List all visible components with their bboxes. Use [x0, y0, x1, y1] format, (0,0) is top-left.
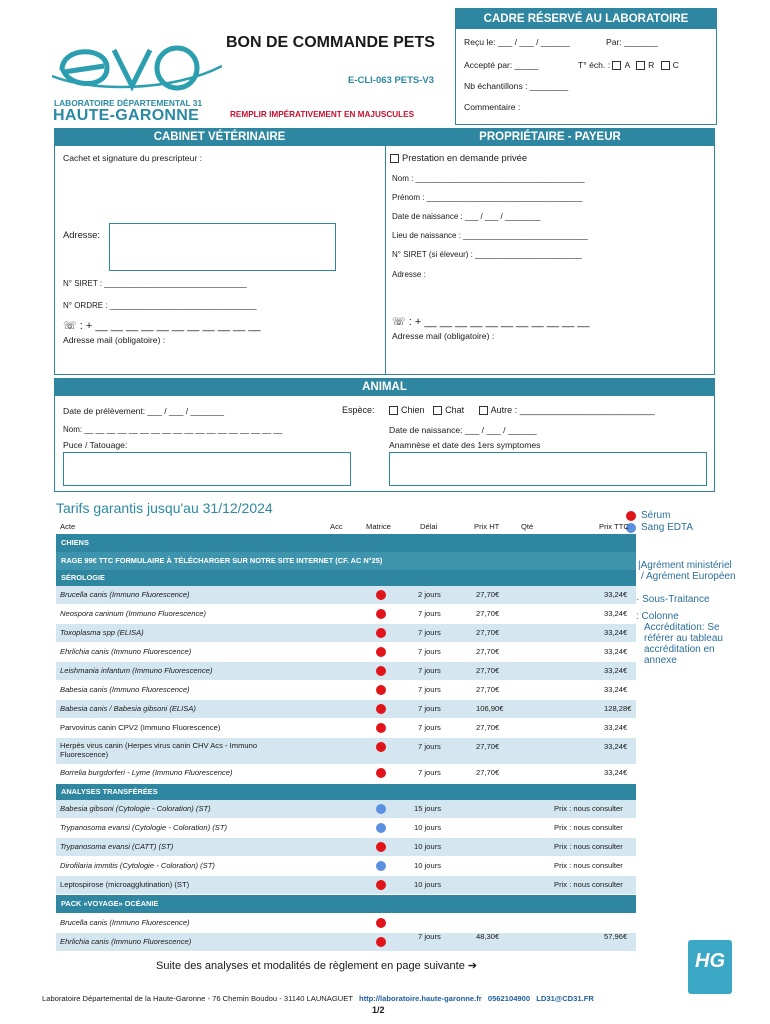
- org-line1: LABORATOIRE DÉPARTEMENTAL 31: [54, 98, 203, 108]
- opt-a-label: A: [624, 60, 630, 70]
- section-rage: [56, 552, 636, 570]
- sang-dot-icon: [376, 823, 386, 833]
- row-prix-ttc: 33,24€: [604, 628, 628, 637]
- lab-recu[interactable]: Reçu le: ___ / ___ / ______: [464, 37, 570, 47]
- proprio-box: [385, 128, 715, 375]
- table-row: [56, 624, 636, 642]
- row-delai: 15 jours: [414, 804, 442, 813]
- animal-naissance[interactable]: Date de naissance: ___ / ___ / ______: [389, 425, 537, 435]
- legend-agrement1: |Agrément ministériel: [638, 560, 732, 571]
- col-acte: Acte: [60, 522, 76, 531]
- cabinet-siret[interactable]: N° SIRET : ________________________________: [63, 279, 247, 288]
- lab-par[interactable]: Par: _______: [606, 37, 658, 47]
- proprio-title: PROPRIÉTAIRE - PAYEUR: [385, 128, 715, 146]
- table-row: [56, 764, 636, 782]
- section-transferees-label: ANALYSES TRANSFÉRÉES: [61, 787, 158, 796]
- sang-dot-icon: [376, 861, 386, 871]
- section-pack: [56, 895, 636, 913]
- autre-checkbox[interactable]: [479, 406, 488, 415]
- logo: [52, 36, 222, 126]
- hg-logo-text: HG: [695, 950, 725, 972]
- pack-ht: 48,30€: [476, 932, 500, 941]
- cabinet-title: CABINET VÉTÉRINAIRE: [54, 128, 385, 146]
- espece-label: Espèce:: [342, 405, 375, 415]
- cabinet-mail[interactable]: Adresse mail (obligatoire) :: [63, 335, 166, 345]
- privee-checkbox[interactable]: [390, 154, 399, 163]
- privee-label: Prestation en demande privée: [402, 152, 528, 163]
- section-serologie-label: SÉROLOGIE: [61, 573, 105, 582]
- cabinet-cachet: Cachet et signature du prescripteur :: [63, 153, 203, 163]
- row-acte: Trypanosoma evansi (CATT) (ST): [60, 842, 174, 851]
- col-prix-ttc: Prix TTC: [599, 522, 629, 531]
- puce-field[interactable]: [63, 452, 351, 486]
- col-delai: Délai: [420, 522, 438, 531]
- row-prix-ttc: 33,24€: [604, 685, 628, 694]
- row-prix-ttc: 33,24€: [604, 609, 628, 618]
- lab-title: CADRE RÉSERVÉ AU LABORATOIRE: [456, 9, 716, 29]
- animal-box: [54, 378, 715, 492]
- serum-dot-icon: [376, 723, 386, 733]
- table-row: [56, 586, 636, 604]
- page-number: 1/2: [372, 1005, 385, 1015]
- serum-dot-icon: [376, 918, 386, 928]
- section-transferees: [56, 784, 636, 800]
- row-prix-ht: 27,70€: [476, 666, 500, 675]
- serum-dot-icon: [376, 666, 386, 676]
- footer-line: [42, 994, 594, 1003]
- table-row: [56, 643, 636, 661]
- proprio-naissance[interactable]: Date de naissance : ___ / ___ / ________: [392, 212, 541, 221]
- row-prix: Prix : nous consulter: [554, 842, 623, 851]
- row-acte: Borrelia burgdorferi - Lyme (Immuno Fluorescence): [60, 768, 233, 777]
- section-pack-label: PACK «VOYAGE» OCÉANIE: [61, 899, 159, 908]
- lab-nb[interactable]: Nb échantillons : ________: [464, 81, 569, 91]
- row-delai: 7 jours: [418, 704, 441, 713]
- section-rage-label: RAGE 99€ TTC FORMULAIRE À TÉLÉCHARGER SUR NOTRE SITE INTERNET (CF. AC N°25): [61, 556, 383, 565]
- row-prix-ttc: 33,24€: [604, 666, 628, 675]
- pack-row2-acte: Ehrlichia canis (Immuno Fluorescence): [60, 937, 192, 946]
- table-row: [56, 662, 636, 680]
- serum-dot-icon: [376, 768, 386, 778]
- sang-label: Sang EDTA: [641, 522, 694, 533]
- row-delai: 10 jours: [414, 823, 442, 832]
- legend-col5: annexe: [644, 655, 677, 666]
- row-delai: 10 jours: [414, 842, 442, 851]
- cabinet-phone[interactable]: ☏ : + __ __ __ __ __ __ __ __ __ __ __: [63, 320, 261, 332]
- row-acte: Parvovirus canin CPV2 (Immuno Fluorescence): [60, 723, 221, 732]
- row-delai: 7 jours: [418, 768, 441, 777]
- proprio-privee: [390, 152, 527, 163]
- row-acte: Brucella canis (Immuno Fluorescence): [60, 590, 190, 599]
- row-acte: Toxoplasma spp (ELISA): [60, 628, 144, 637]
- footer-address: Laboratoire Départemental de la Haute-Garonne - 76 Chemin Boudou - 31140 LAUNAGUET: [42, 994, 353, 1003]
- serum-label: Sérum: [641, 510, 671, 521]
- suite-link[interactable]: Suite des analyses et modalités de règlement en page suivante ➔: [156, 960, 478, 972]
- row-acte: Ehrlichia canis (Immuno Fluorescence): [60, 647, 192, 656]
- cabinet-adresse-field[interactable]: [109, 223, 336, 271]
- proprio-adresse[interactable]: Adresse :: [392, 270, 426, 279]
- eva-logo-icon: [52, 36, 222, 98]
- legend-agrement2: / Agrément Européen: [641, 571, 736, 582]
- row-prix-ht: 27,70€: [476, 647, 500, 656]
- row-prix-ttc: 33,24€: [604, 742, 628, 751]
- row-acte: Dirofilaria immitis (Cytologie - Coloration) (ST): [60, 861, 215, 870]
- proprio-phone[interactable]: ☏ : + __ __ __ __ __ __ __ __ __ __ __: [392, 316, 590, 328]
- row-delai: 7 jours: [418, 742, 441, 751]
- animal-puce: Puce / Tatouage:: [63, 440, 128, 450]
- hg-logo: [688, 940, 732, 994]
- row-acte: Babesia canis / Babesia gibsoni (ELISA): [60, 704, 196, 713]
- cabinet-ordre[interactable]: N° ORDRE : _________________________________: [63, 301, 257, 310]
- pack-delai: 7 jours: [418, 932, 441, 941]
- table-row: [56, 857, 636, 875]
- cabinet-box: [54, 128, 385, 375]
- instruction: REMPLIR IMPÉRATIVEMENT EN MAJUSCULES: [230, 110, 415, 119]
- table-row: [56, 681, 636, 699]
- opt-c-label: C: [672, 60, 679, 70]
- page-title: BON DE COMMANDE PETS: [226, 34, 435, 51]
- pack-row1-acte: Brucella canis (Immuno Fluorescence): [60, 918, 190, 927]
- lab-box: [455, 8, 717, 125]
- section-serologie: [56, 570, 636, 586]
- tarifs-title: Tarifs garantis jusqu'au 31/12/2024: [56, 500, 273, 516]
- legend-col2: Accréditation: Se: [644, 622, 720, 633]
- row-prix-ttc: 33,24€: [604, 723, 628, 732]
- row-prix-ht: 27,70€: [476, 628, 500, 637]
- chien-label: Chien: [401, 405, 425, 415]
- table-row: [56, 605, 636, 623]
- row-prix: Prix : nous consulter: [554, 823, 623, 832]
- serum-dot-icon: [376, 685, 386, 695]
- chat-label: Chat: [445, 405, 465, 415]
- table-row: [56, 914, 636, 932]
- section-chiens-label: CHIENS: [61, 538, 89, 547]
- row-prix: Prix : nous consulter: [554, 880, 623, 889]
- lab-commentaire[interactable]: Commentaire :: [464, 102, 521, 112]
- row-prix-ht: 27,70€: [476, 723, 500, 732]
- org-line2: HAUTE-GARONNE: [53, 107, 200, 124]
- row-acte: Leptospirose (microagglutination) (ST): [60, 880, 190, 889]
- row-prix-ht: 27,70€: [476, 742, 500, 751]
- animal-title: ANIMAL: [54, 378, 715, 396]
- legend-col4: accréditation en: [644, 644, 715, 655]
- table-row: [56, 800, 636, 818]
- row-delai: 7 jours: [418, 685, 441, 694]
- col-qte: Qté: [521, 522, 534, 531]
- row-prix: Prix : nous consulter: [554, 861, 623, 870]
- lab-temp: [578, 60, 679, 70]
- proprio-lieu[interactable]: Lieu de naissance : ____________________________: [392, 231, 588, 240]
- serum-dot-icon: [376, 590, 386, 600]
- pack-ttc: 57,96€: [604, 932, 628, 941]
- row-delai: 7 jours: [418, 666, 441, 675]
- serum-dot-icon: [376, 704, 386, 714]
- row-prix-ht: 27,70€: [476, 609, 500, 618]
- animal-espece: [342, 405, 655, 415]
- table-row: [56, 719, 636, 737]
- serum-dot-icon: [376, 842, 386, 852]
- col-matrice: Matrice: [366, 522, 391, 531]
- legend-col3: référer au tableau: [644, 633, 723, 644]
- footer-email[interactable]: LD31@CD31.FR: [536, 994, 594, 1003]
- table-row: [56, 700, 636, 718]
- checkbox-c[interactable]: [661, 61, 670, 70]
- anamnese-field[interactable]: [389, 452, 707, 486]
- legend-st: · Sous-Traitance: [636, 594, 710, 605]
- proprio-mail[interactable]: Adresse mail (obligatoire) :: [392, 331, 495, 341]
- proprio-nom[interactable]: Nom : ______________________________________: [392, 174, 585, 183]
- animal-prelev[interactable]: Date de prélèvement: ___ / ___ / _______: [63, 406, 225, 416]
- row-delai: 10 jours: [414, 880, 442, 889]
- footer-url[interactable]: http://laboratoire.haute-garonne.fr: [358, 994, 482, 1003]
- proprio-prenom[interactable]: Prénom : ___________________________________: [392, 193, 583, 202]
- row-prix-ttc: 33,24€: [604, 590, 628, 599]
- row-acte: Babesia canis (Immuno Fluorescence): [60, 685, 190, 694]
- row-prix: Prix : nous consulter: [554, 804, 623, 813]
- row-delai: 10 jours: [414, 861, 442, 870]
- col-prix-ht: Prix HT: [474, 522, 500, 531]
- proprio-siret[interactable]: N° SIRET (si éleveur) : ________________________: [392, 250, 582, 259]
- row-delai: 7 jours: [418, 723, 441, 732]
- row-acte: Trypanosoma evansi (Cytologie - Coloration) (ST): [60, 823, 227, 832]
- row-delai: 7 jours: [418, 628, 441, 637]
- col-acc: Acc: [330, 522, 343, 531]
- row-acte: Herpès virus canin (Herpes virus canin CHV Acs - Immuno Fluorescence): [60, 741, 258, 759]
- serum-dot-icon: [376, 880, 386, 890]
- form-code: E-CLI-063 PETS-V3: [348, 75, 435, 86]
- opt-r-label: R: [648, 60, 655, 70]
- row-prix-ht: 27,70€: [476, 590, 500, 599]
- row-delai: 7 jours: [418, 609, 441, 618]
- serum-dot-icon: [376, 609, 386, 619]
- lab-accepte[interactable]: Accepté par: _____: [464, 60, 539, 70]
- serum-dot-icon: [376, 628, 386, 638]
- row-delai: 2 jours: [418, 590, 441, 599]
- section-chiens: [56, 534, 636, 552]
- serum-dot-icon: [376, 937, 386, 947]
- row-prix-ttc: 33,24€: [604, 647, 628, 656]
- checkbox-a[interactable]: [612, 61, 621, 70]
- temp-label: T° éch. :: [578, 60, 611, 70]
- cabinet-adresse-label: Adresse:: [63, 229, 100, 240]
- row-prix-ht: 27,70€: [476, 685, 500, 694]
- row-acte: Neospora caninum (Immuno Fluorescence): [60, 609, 207, 618]
- row-delai: 7 jours: [418, 647, 441, 656]
- legend-col1: : Colonne: [636, 611, 679, 622]
- footer-phone: 0562104900: [487, 994, 531, 1003]
- table-row: [56, 838, 636, 856]
- checkbox-r[interactable]: [636, 61, 645, 70]
- sang-dot-icon: [376, 804, 386, 814]
- row-prix-ht: 27,70€: [476, 768, 500, 777]
- serum-dot-icon: [376, 742, 386, 752]
- row-acte: Leishmania infantum (Immuno Fluorescence): [60, 666, 213, 675]
- chat-checkbox[interactable]: [433, 406, 442, 415]
- table-row: [56, 738, 636, 764]
- table-row: [56, 933, 636, 951]
- autre-label: Autre : ___________________________: [490, 405, 655, 415]
- animal-nom[interactable]: Nom: __ __ __ __ __ __ __ __ __ __ __ __ __ __ __ __ __ __: [63, 425, 283, 434]
- table-row: [56, 819, 636, 837]
- chien-checkbox[interactable]: [389, 406, 398, 415]
- serum-dot-icon: [376, 647, 386, 657]
- table-row: [56, 876, 636, 894]
- row-prix-ttc: 33,24€: [604, 768, 628, 777]
- animal-anamnese: Anamnèse et date des 1ers symptomes: [389, 440, 541, 450]
- row-prix-ht: 106,90€: [476, 704, 504, 713]
- row-acte: Babesia gibsoni (Cytologie - Coloration) (ST): [60, 804, 211, 813]
- row-prix-ttc: 128,28€: [604, 704, 632, 713]
